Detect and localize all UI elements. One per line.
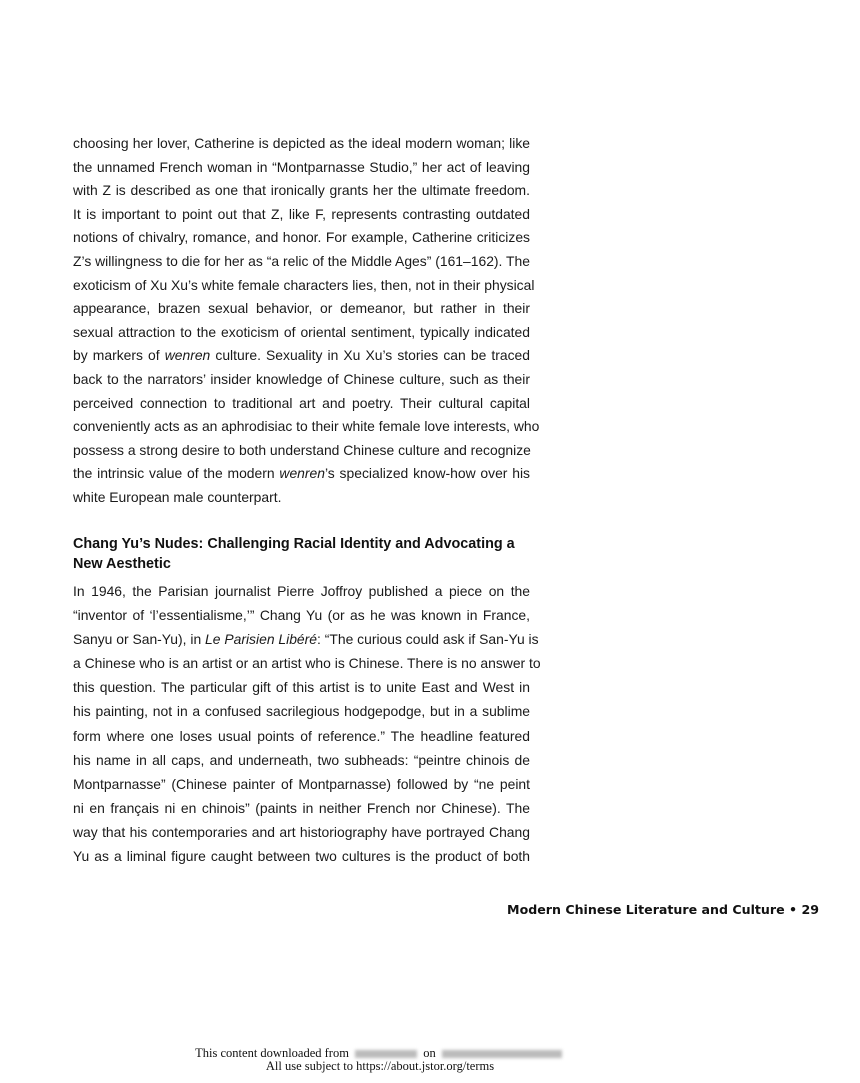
italic-text: Le Parisien Libéré [205,631,318,648]
text-line [73,844,530,868]
text-segment: the unnamed French woman in “Montparnasse Studio,” her act of leaving [73,158,530,175]
text-line [73,226,530,250]
text-segment: notions of chivalry, romance, and honor. For example, Catherine criticizes [73,229,530,246]
jstor-download-notice [0,1047,760,1073]
download-prefix: This content downloaded from [195,1046,349,1060]
redacted-ip [355,1050,417,1058]
text-line [73,796,530,820]
text-line [73,344,530,368]
italic-text: wenren [279,465,325,482]
download-line [0,1047,760,1060]
text-line [73,579,530,603]
text-segment: by markers of [73,347,165,364]
body-paragraph-2 [73,579,541,868]
text-segment: Z’s willingness to die for her as “a relic of the Middle Ages” (161–162). The [73,252,530,269]
text-segment: possess a strong desire to both understand Chinese culture and recognize [73,441,531,458]
text-line [73,368,530,392]
text-line [73,415,540,439]
text-segment: choosing her lover, Catherine is depicted as the ideal modern woman; like [73,135,530,151]
running-footer-page-number: Modern Chinese Literature and Culture • 29 [507,902,819,917]
text-line [73,321,530,345]
body-paragraph-1 [73,132,540,510]
text-line [73,250,530,274]
download-on: on [423,1046,436,1060]
text-segment: Sanyu or San-Yu), in [73,631,206,648]
text-segment: It is important to point out that Z, like F, represents contrasting outdated [73,205,530,222]
text-line [73,748,530,772]
text-line [73,699,530,723]
text-segment: Montparnasse” (Chinese painter of Montparnasse) followed by “ne peint [73,775,530,792]
text-line [73,132,530,156]
text-segment: exoticism of Xu Xu’s white female characters lies, then, not in their physical [73,276,535,293]
text-segment: with Z is described as one that ironically grants her the ultimate freedom. [73,182,530,199]
text-segment: his painting, not in a confused sacrilegious hodgepodge, but in a sublime [73,703,530,720]
text-segment: ni en français ni en chinois” (paints in neither French nor Chinese). The [73,799,530,816]
text-segment: conveniently acts as an aphrodisiac to their white female love interests, who [73,418,540,435]
text-segment: his name in all caps, and underneath, two subheads: “peintre chinois de [73,751,530,768]
text-line [73,675,530,699]
text-segment: perceived connection to traditional art and poetry. Their cultural capital [73,394,530,411]
redacted-date [442,1050,562,1058]
text-line [73,724,530,748]
text-line [73,486,530,510]
text-line [73,297,530,321]
heading-line: New Aesthetic [73,555,171,572]
text-line [73,156,530,180]
text-line [73,179,530,203]
text-segment: white European male counterpart. [73,488,282,505]
text-line [73,274,535,298]
text-line [73,820,530,844]
text-segment: culture. Sexuality in Xu Xu’s stories can be traced [210,347,530,364]
heading-line: Chang Yu’s Nudes: Challenging Racial Identity and Advocating a [73,536,515,552]
text-segment: back to the narrators’ insider knowledge of Chinese culture, such as their [73,370,530,387]
text-line [73,651,541,675]
text-segment: “inventor of ‘l’essentialisme,’” Chang Yu (or as he was known in France, [73,607,530,624]
text-line [73,772,530,796]
text-segment: appearance, brazen sexual behavior, or demeanor, but rather in their [73,300,530,317]
text-segment: a Chinese who is an artist or an artist who is Chinese. There is no answer to [73,655,541,672]
text-segment: way that his contemporaries and art historiography have portrayed Chang [73,823,530,840]
text-segment: ’s specialized know-how over his [324,465,530,482]
text-segment: Yu as a liminal figure caught between two cultures is the product of both [73,848,530,865]
text-segment: the intrinsic value of the modern [73,465,280,482]
text-line [73,462,530,486]
text-line [73,439,530,463]
terms-line: All use subject to https://about.jstor.org/terms [265,1059,495,1073]
text-segment: sexual attraction to the exoticism of oriental sentiment, typically indicated [73,323,530,340]
text-line [73,392,530,416]
text-segment: : “The curious could ask if San-Yu is [317,631,539,648]
text-line [73,603,530,627]
italic-text: wenren [164,347,211,364]
text-segment: In 1946, the Parisian journalist Pierre Joffroy published a piece on the [73,583,530,599]
section-heading [73,535,530,574]
text-line [73,203,530,227]
text-segment: form where one loses usual points of reference.” The headline featured [73,727,530,744]
text-segment: this question. The particular gift of this artist is to unite East and West in [73,679,530,696]
text-line [73,627,539,651]
